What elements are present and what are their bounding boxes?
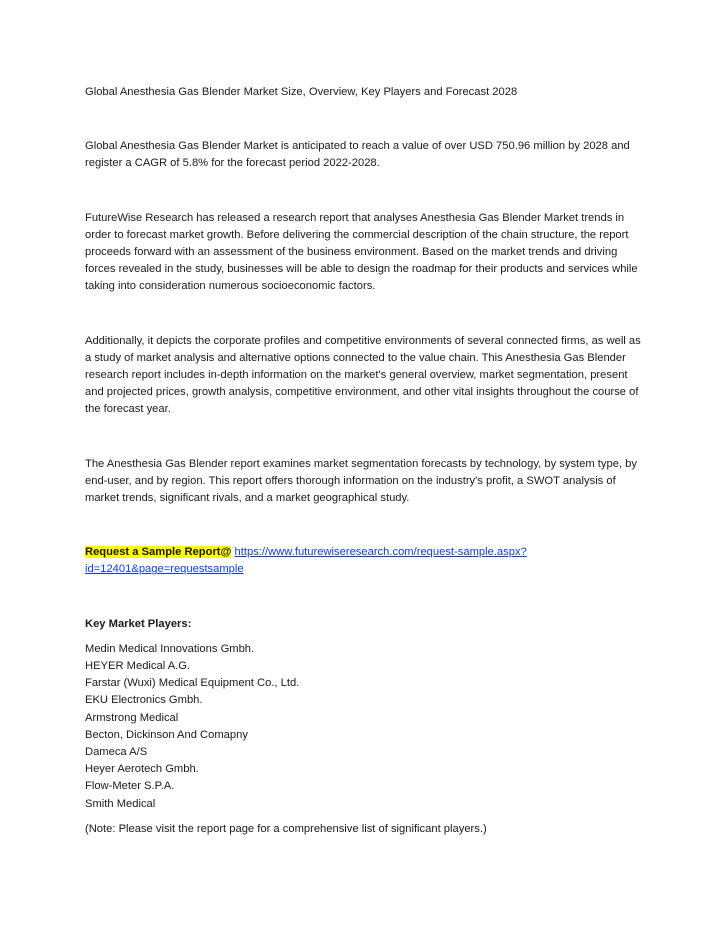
document-title: Global Anesthesia Gas Blender Market Size, Overview, Key Players and Forecast 2028 [85, 86, 518, 98]
player-item: Becton, Dickinson And Comapny [85, 728, 248, 741]
player-item: Smith Medical [85, 797, 156, 810]
intro-paragraph: Global Anesthesia Gas Blender Market is anticipated to reach a value of over USD 750.96 million by 2028 and register a CAGR of 5.8% for the forecast period 2022-2028. [85, 140, 630, 170]
player-item: Farstar (Wuxi) Medical Equipment Co., Ltd. [85, 677, 300, 690]
paragraph-research-report: FutureWise Research has released a research report that analyses Anesthesia Gas Blender Market trends in order to forecast market growth. Before delivering the commercial description of the chain structure, the report proceeds forward with an assessment of the business environment. Based on the market trends and driving forces revealed in the study, businesses will be able to design the roadmap for their products and services while taking into consideration numerous socioeconomic factors. [85, 211, 638, 293]
sample-request-link[interactable]: https://www.futurewiseresearch.com/request-sample.aspx?id=12401&page=requestsample [85, 546, 527, 576]
player-item: EKU Electronics Gmbh. [85, 694, 203, 707]
players-note: (Note: Please visit the report page for a comprehensive list of significant players.) [85, 822, 487, 835]
key-players-list [85, 641, 641, 813]
player-item: Flow-Meter S.P.A. [85, 780, 175, 793]
player-item: HEYER Medical A.G. [85, 660, 191, 673]
document-body [85, 84, 641, 838]
sample-request-label: Request a Sample Report@ [85, 546, 232, 559]
player-item: Armstrong Medical [85, 711, 179, 724]
key-players-heading: Key Market Players: [85, 617, 192, 630]
paragraph-segmentation: The Anesthesia Gas Blender report examines market segmentation forecasts by technology, by system type, by end-user, and by region. This report offers thorough information on the industry's profit, a SWOT analysis of market trends, significant rivals, and a market geographical study. [85, 457, 637, 505]
player-item: Heyer Aerotech Gmbh. [85, 763, 199, 776]
player-item: Dameca A/S [85, 746, 148, 759]
paragraph-corporate-profiles: Additionally, it depicts the corporate profiles and competitive environments of several connected firms, as well as a study of market analysis and alternative options connected to the value chain. This Anesthesia Gas Blender research report includes in-depth information on the market's general overview, market segmentation, present and projected prices, growth analysis, competitive environment, and other vital insights throughout the course of the forecast year. [85, 334, 641, 416]
player-item: Medin Medical Innovations Gmbh. [85, 642, 255, 655]
sample-request-line [85, 544, 641, 578]
